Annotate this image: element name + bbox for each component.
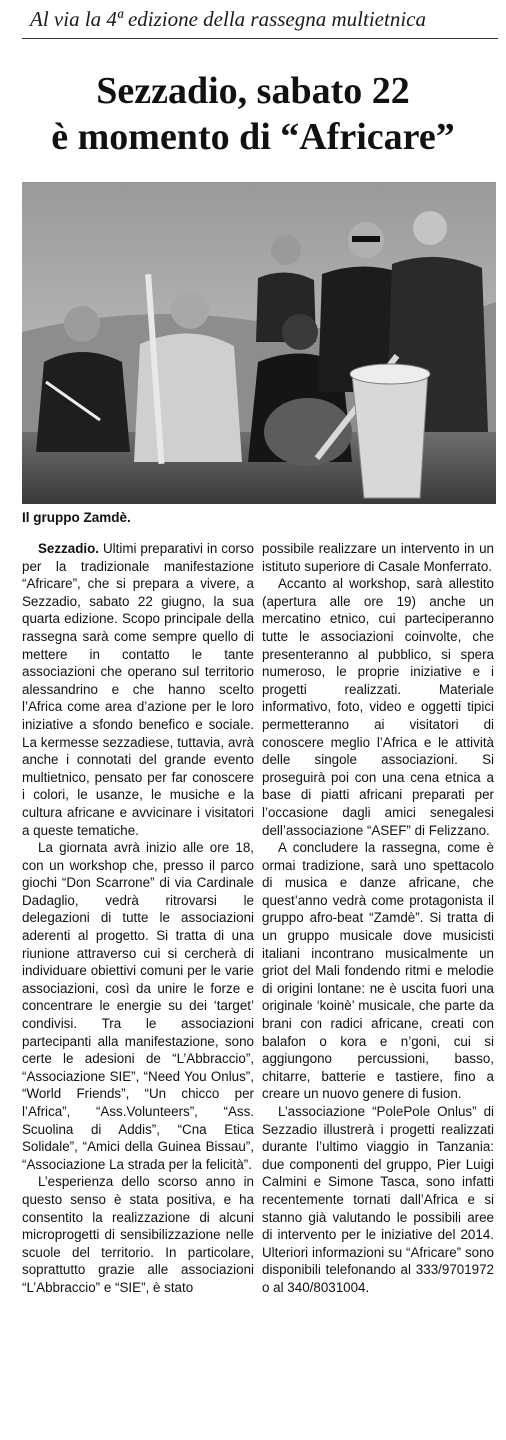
paragraph-1-text: Ultimi preparativi in corso per la tradizionale manifestazione “Africare”, che si prepara a vivere, a Sezzadio, sabato 22 giugno, la sua quarta edizione. Scopo principale della rassegna sarà come sempre quello di mettere in contatto le tante associazioni che operano sul territorio alessandrino e che hanno scelto l’Africa come area d’azione per le loro iniziative a sfondo benefico e sociale. La kermesse sezzadiese, tuttavia, avrà anche i connotati del grande evento multietnico, pensato per far conoscere i colori, le usanze, le musiche e la cultura africane e avvicinare i visitatori a queste tematiche. [22,541,254,838]
column-left [22,540,254,1297]
headline-line-1: Sezzadio, sabato 22 [96,70,410,112]
column-right [262,540,494,1297]
kicker-rule [22,38,498,39]
paragraph-5: A concludere la rassegna, come è ormai tradizione, sarà uno spettacolo di musica e danze africane, che quest’anno vedrà come protagonista il gruppo afro-beat “Zamdè”. Si tratta di un gruppo musicale dove musicisti italiani incontrano musicalmente un griot del Mali fondendo ritmi e melodie di origini lontane: ne è uscita fuori una originale ‘koinè’ musicale, che parte da brani con radici africane, creati con balafon o kora e n’goni, cui si aggiungono percussioni, basso, chitarre, batterie e tastiere, fino a creare un nuovo genere di fusion. [262,840,494,1102]
photo-caption: Il gruppo Zamdè. [22,510,131,525]
paragraph-6: L’associazione “PolePole Onlus” di Sezzadio illustrerà i progetti realizzati durante l’ultimo viaggio in Tanzania: due componenti del gruppo, Pier Luigi Calmini e Simone Tasca, sono infatti recentemente tornati dall’Africa e si stanno già valutando le possibili aree di intervento per le iniziative del 2014. Ulteriori informazioni su “Africare” sono disponibili telefonando al 333/9701972 o al 340/8031004. [262,1104,494,1295]
kicker: Al via la 4ª edizione della rassegna multietnica [30,7,426,31]
band-photo [22,182,496,504]
paragraph-4: Accanto al workshop, sarà allestito (apertura alle ore 19) anche un mercatino etnico, cui parteciperanno tutte le associazioni coinvolte, che presenteranno al pubblico, si spera numeroso, le proprie iniziative e i progetti realizzati. Materiale informativo, foto, video e oggetti tipici permetteranno ai visitatori di conoscere meglio l’Africa e le attività delle singole associazioni. Si proseguirà poi con una cena etnica a base di piatti africani preparati per l’occasione dagli amici senegalesi dell’associazione “ASEF” di Felizzano. [262,576,494,838]
band-photo-image [22,182,496,504]
paragraph-3: L’esperienza dello scorso anno in questo senso è stata positiva, e ha consentito la realizzazione di alcuni microprogetti di sensibilizzazione nelle scuole del territorio. In particolare, soprattutto grazie alle associazioni “L’Abbraccio” e “SIE”, è stato [22,1174,254,1295]
headline-line-2: è momento di “Africare” [51,116,455,158]
paragraph-2: La giornata avrà inizio alle ore 18, con un workshop che, presso il parco giochi “Don Scarrone” di via Cardinale Dadaglio, vedrà ritrovarsi le delegazioni di tutte le associazioni aderenti al progetto. Si tratta di una riunione attraverso cui si cercherà di individuare obiettivi comuni per le varie associazioni, così da unire le forze e concentrare le energie su dei ‘target’ condivisi. Tra le associazioni partecipanti alla manifestazione, sono certe le adesioni de “L’Abbraccio”, “Associazione SIE”, “Need You Onlus”, “World Friends”, “Un chicco per l’Africa”, “Ass.Volunteers”, “Ass. Scuolina di Addis”, “Cna Etica Solidale”, “Amici della Guinea Bissau”, “Associazione La strada per la felicità”. [22,840,254,1172]
paragraph-continued: possibile realizzare un intervento in un istituto superiore di Casale Monferrato. [262,541,494,574]
paragraph-1 [22,540,254,839]
dateline: Sezzadio. [38,541,100,556]
